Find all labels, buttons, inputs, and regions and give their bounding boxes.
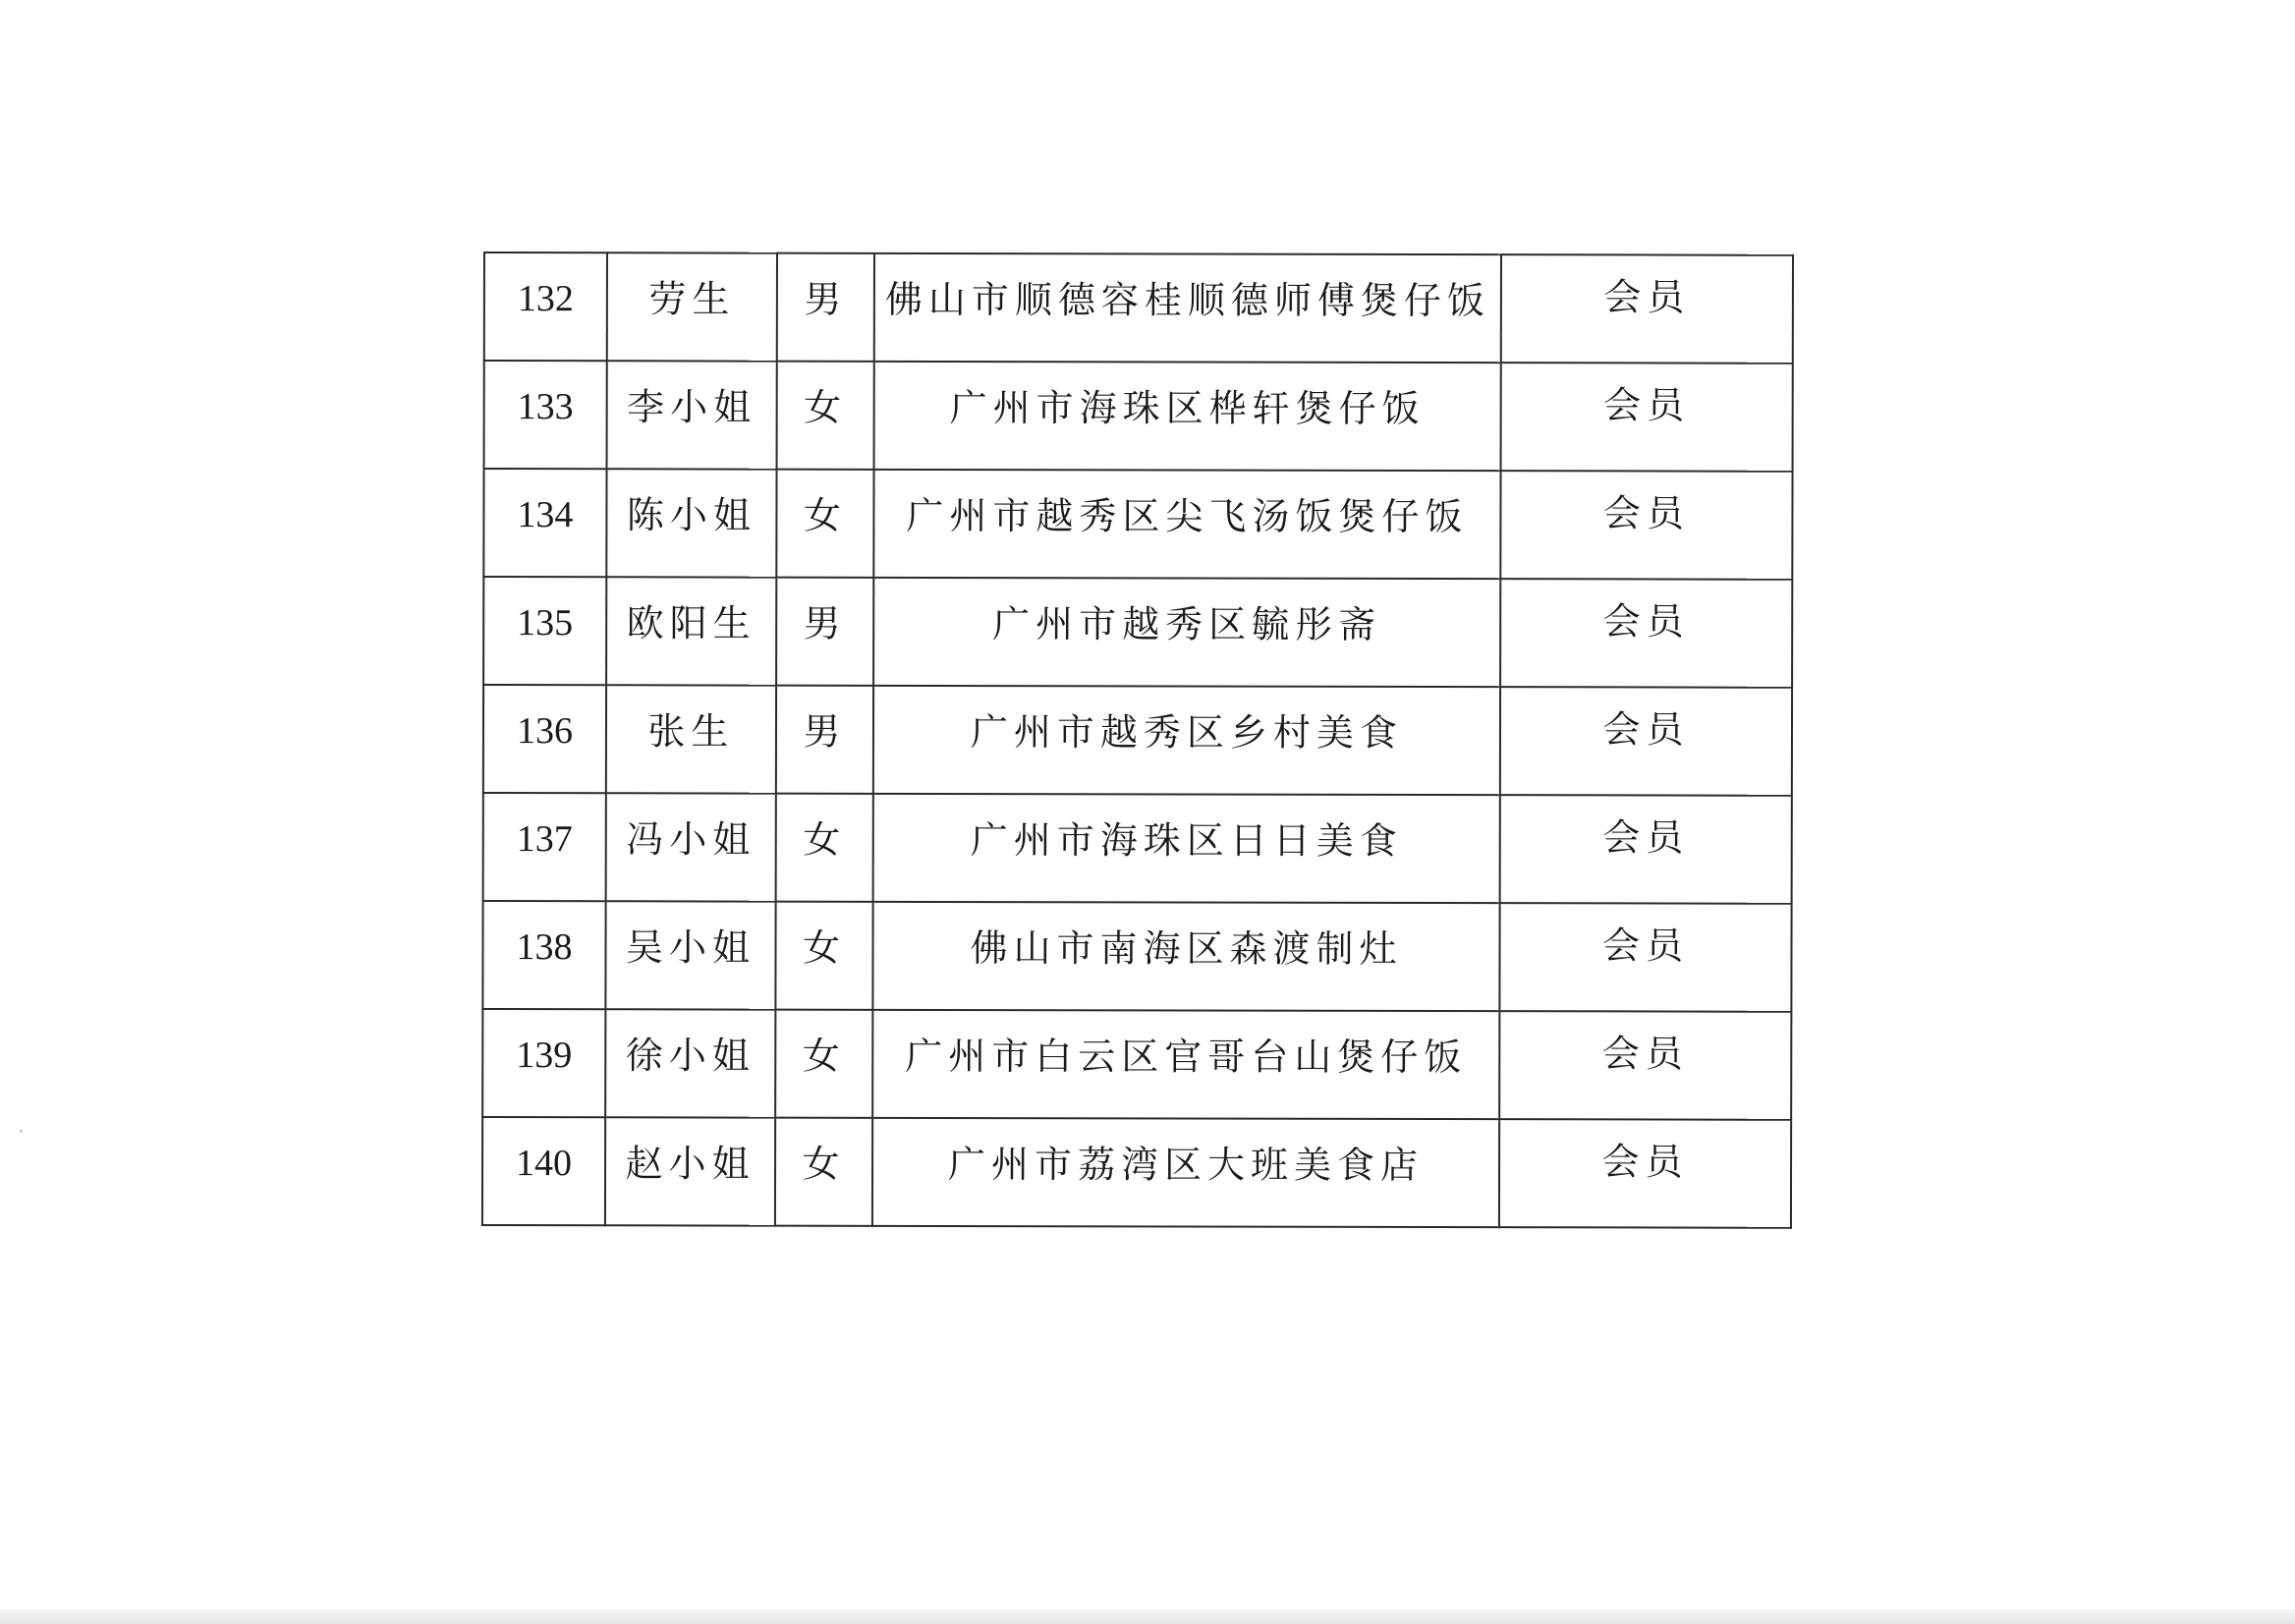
member-role-cell-text: 会员 (1601, 1032, 1689, 1076)
table-row (483, 577, 1792, 688)
member-gender-cell (776, 470, 873, 578)
member-name-cell-text: 冯小姐 (626, 817, 756, 862)
scan-bottom-edge (0, 1609, 2295, 1624)
member-name-cell (606, 577, 776, 685)
table-row (483, 469, 1792, 580)
member-roster-table (481, 252, 1794, 1229)
member-role-cell (1500, 795, 1792, 904)
member-role-cell-text: 会员 (1603, 383, 1691, 427)
member-shop-cell-text: 佛山市南海区森渡制灶 (970, 926, 1403, 971)
member-shop-cell (873, 578, 1500, 687)
member-role-cell-text: 会员 (1602, 599, 1690, 644)
member-role-cell (1499, 903, 1791, 1012)
member-shop-cell-text: 广州市越秀区乡村美食 (970, 710, 1404, 755)
member-name-cell-text: 赵小姐 (625, 1142, 756, 1186)
member-shop-cell (873, 686, 1500, 795)
member-name-cell-text: 陈小姐 (626, 493, 756, 537)
member-gender-cell-text: 女 (802, 925, 847, 970)
member-number-cell (484, 252, 607, 361)
member-name-cell (606, 685, 776, 793)
member-name-cell-text: 劳生 (648, 277, 736, 321)
member-gender-cell-text: 男 (803, 601, 847, 645)
member-number-cell (483, 685, 606, 793)
member-number-cell-text: 140 (516, 1143, 573, 1185)
member-name-cell-text: 李小姐 (627, 385, 757, 429)
table-row (482, 1117, 1791, 1228)
member-role-cell (1499, 1011, 1791, 1120)
member-gender-cell (777, 362, 874, 470)
member-name-cell (607, 252, 777, 361)
table-row (483, 793, 1792, 904)
member-gender-cell-text: 男 (803, 709, 847, 754)
table-row (484, 361, 1793, 472)
member-role-cell (1499, 1119, 1791, 1228)
member-number-cell-text: 138 (516, 926, 573, 969)
table-row (482, 901, 1791, 1012)
member-shop-cell (872, 1118, 1499, 1227)
table-row (484, 252, 1793, 364)
member-gender-cell-text: 女 (804, 385, 848, 429)
member-gender-cell (775, 902, 872, 1010)
member-role-cell-text: 会员 (1601, 1140, 1689, 1184)
member-role-cell (1501, 363, 1793, 472)
member-name-cell-text: 欧阳生 (626, 601, 756, 645)
member-shop-cell-text: 广州市白云区官哥台山煲仔饭 (905, 1034, 1468, 1080)
member-role-cell (1500, 579, 1792, 688)
member-number-cell-text: 137 (516, 818, 573, 861)
member-role-cell (1500, 471, 1792, 580)
member-name-cell-text: 徐小姐 (625, 1034, 756, 1078)
member-number-cell (482, 901, 605, 1009)
member-number-cell-text: 136 (516, 710, 574, 753)
roster-body (482, 252, 1793, 1228)
member-shop-cell-text: 佛山市顺德容桂顺德师傅煲仔饭 (884, 277, 1490, 323)
member-name-cell-text: 吴小姐 (625, 925, 756, 970)
member-role-cell-text: 会员 (1602, 707, 1690, 752)
member-gender-cell (775, 1010, 872, 1118)
member-gender-cell-text: 女 (803, 493, 847, 537)
member-shop-cell (873, 470, 1500, 579)
member-number-cell (483, 793, 606, 901)
member-number-cell-text: 133 (517, 386, 574, 428)
member-shop-cell (874, 253, 1501, 363)
member-shop-cell-text: 广州市越秀区毓彤斋 (992, 602, 1382, 646)
member-role-cell-text: 会员 (1602, 815, 1690, 860)
member-gender-cell (776, 578, 873, 686)
member-number-cell (482, 1117, 605, 1225)
member-gender-cell (775, 1118, 872, 1226)
member-gender-cell-text: 男 (804, 277, 848, 321)
member-shop-cell (873, 794, 1500, 903)
scan-speck (20, 1130, 23, 1133)
member-name-cell-text: 张生 (647, 709, 735, 754)
member-role-cell-text: 会员 (1603, 275, 1691, 319)
member-gender-cell (777, 253, 874, 362)
member-shop-cell (872, 902, 1499, 1011)
member-name-cell (606, 793, 776, 901)
member-shop-cell (872, 1010, 1499, 1119)
member-gender-cell (776, 686, 873, 794)
member-name-cell (605, 1117, 775, 1225)
member-number-cell-text: 135 (517, 602, 574, 644)
member-shop-cell-text: 广州市荔湾区大班美食店 (947, 1142, 1425, 1188)
table-row (482, 1009, 1791, 1120)
member-shop-cell-text: 广州市海珠区桦轩煲仔饭 (949, 385, 1426, 431)
member-number-cell-text: 139 (516, 1035, 573, 1077)
member-gender-cell-text: 女 (802, 1142, 846, 1186)
member-number-cell (482, 1009, 605, 1117)
member-name-cell (605, 1009, 775, 1117)
member-gender-cell (776, 794, 873, 902)
member-name-cell (607, 361, 777, 469)
member-name-cell (605, 901, 775, 1009)
member-role-cell-text: 会员 (1602, 491, 1690, 535)
member-shop-cell-text: 广州市越秀区尖飞汤饭煲仔饭 (906, 493, 1469, 539)
member-number-cell (483, 469, 606, 577)
member-number-cell (483, 577, 606, 685)
member-number-cell-text: 132 (517, 278, 574, 320)
member-number-cell-text: 134 (517, 494, 574, 536)
table-row (483, 685, 1792, 796)
member-shop-cell-text: 广州市海珠区日日美食 (970, 818, 1403, 863)
member-shop-cell (874, 362, 1501, 471)
member-role-cell-text: 会员 (1601, 924, 1690, 968)
member-role-cell (1501, 254, 1793, 364)
member-role-cell (1500, 687, 1792, 796)
member-name-cell (606, 469, 776, 577)
member-number-cell (484, 361, 607, 469)
member-gender-cell-text: 女 (802, 1034, 846, 1078)
member-gender-cell-text: 女 (803, 817, 847, 862)
